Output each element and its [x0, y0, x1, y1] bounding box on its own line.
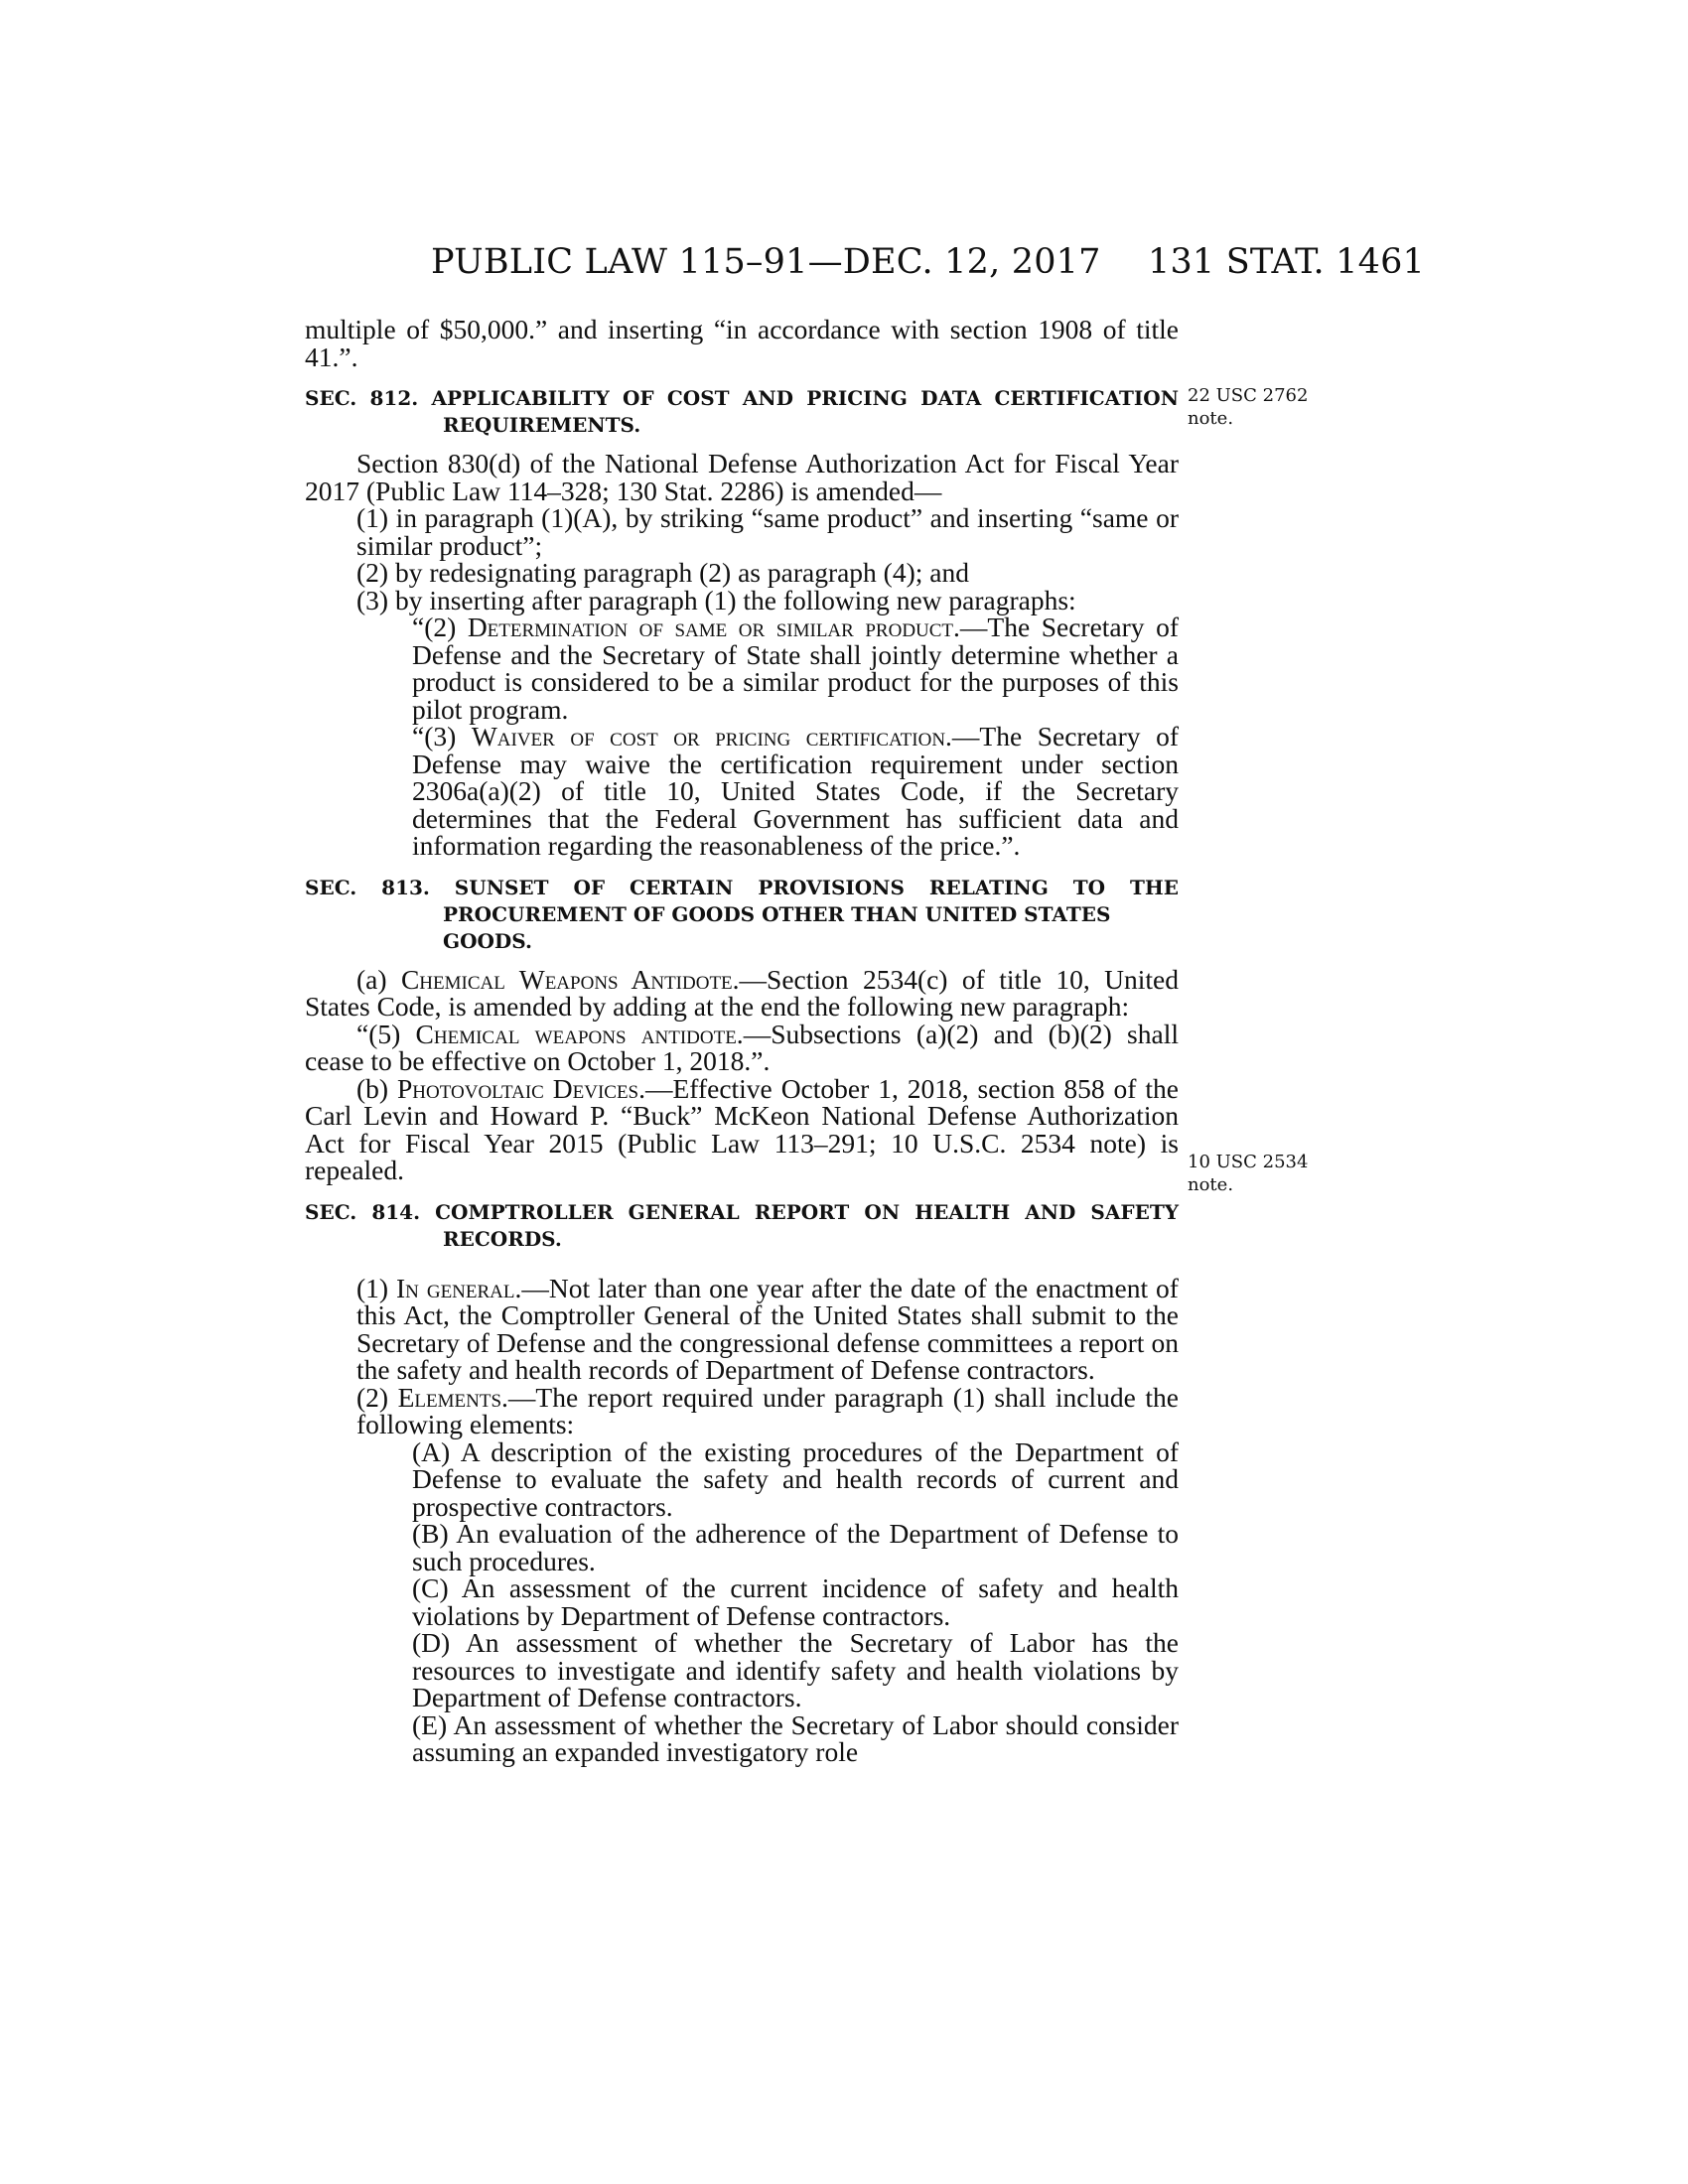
sec-813-subsection-a: [305, 963, 1180, 1022]
sec-812-intro: Section 830(d) of the National Defense Authorization Act for Fiscal Year 2017 (Public Law 114–328; 130 Stat. 2286) is amended—: [305, 448, 1179, 506]
margin-note-suffix: note.: [1188, 1174, 1234, 1195]
law-text-column: [305, 316, 1179, 1766]
para-text: —The report required under paragraph (1) shall include the following elements:: [356, 1381, 1179, 1439]
sec-812-item-1: (1) in paragraph (1)(A), by striking “same product” and inserting “same or similar product”;: [356, 502, 1179, 561]
margin-note-10usc2534: [1188, 1151, 1346, 1196]
sec-812-item-3: (3) by inserting after paragraph (1) the following new paragraphs:: [356, 584, 1076, 615]
para-heading: Chemical Weapons Antidote.: [400, 963, 740, 995]
sec-813-heading-line2: PROCUREMENT OF GOODS OTHER THAN UNITED STATES: [443, 901, 1111, 926]
sec-813-heading-line3: GOODS.: [443, 928, 532, 953]
para-text: —Subsections (a)(2) and (b)(2) shall cease to be effective on October 1, 2018.”.: [305, 1018, 1179, 1076]
para-number: (1): [356, 1272, 397, 1303]
sec-813-new-para-5: [305, 1018, 1179, 1076]
running-header-title: PUBLIC LAW 115–91—DEC. 12, 2017: [431, 242, 1101, 282]
para-number: (a): [356, 963, 401, 995]
para-heading: Elements.: [397, 1381, 508, 1413]
continuation-paragraph: multiple of $50,000.” and inserting “in accordance with section 1908 of title 41.”.: [305, 314, 1179, 372]
sec-814-para-2: [305, 1381, 1179, 1439]
sec-814-heading: [305, 1199, 1179, 1253]
sec-814-element-E: (E) An assessment of whether the Secretary of Labor should consider assuming an expanded investigatory role: [412, 1708, 1179, 1767]
sec-812-heading-line2: REQUIREMENTS.: [443, 413, 641, 437]
sec-813-heading-line1: SEC. 813. SUNSET OF CERTAIN PROVISIONS RELATING TO THE: [305, 875, 1179, 899]
margin-note-citation: 10 USC 2534: [1188, 1152, 1309, 1172]
sec-813-heading: [305, 875, 1179, 955]
sec-812-heading: [305, 385, 1179, 439]
para-heading: Waiver of cost or pricing certification.: [471, 721, 952, 751]
sec-814-heading-line2: RECORDS.: [443, 1226, 562, 1251]
margin-note-citation: 22 USC 2762: [1188, 385, 1309, 406]
sec-813-subsection-b: [305, 1072, 1179, 1185]
para-number: (2): [356, 1381, 398, 1413]
para-heading: Determination of same or similar product.: [467, 612, 960, 642]
para-number: “(5): [356, 1018, 416, 1049]
sec-814-element-C: (C) An assessment of the current incidence of safety and health violations by Department of Defense contractors.: [412, 1572, 1179, 1631]
sec-814-heading-line1: SEC. 814. COMPTROLLER GENERAL REPORT ON HEALTH AND SAFETY: [305, 1199, 1179, 1224]
margin-note-22usc2762: [1188, 384, 1346, 430]
para-text: —Not later than one year after the date of the enactment of this Act, the Comptroller General of the United States shall submit to the Secretary of Defense and the congressional defense committees a report on the safety and health records of Department of Defense contractors.: [356, 1272, 1179, 1385]
sec-814-element-D: (D) An assessment of whether the Secretary of Labor has the resources to investigate and identify safety and health violations by Department of Defense contractors.: [412, 1627, 1179, 1712]
sec-814-para-1: [305, 1272, 1179, 1385]
sec-812-item-2: (2) by redesignating paragraph (2) as paragraph (4); and: [356, 557, 969, 588]
sec-812-heading-line1: SEC. 812. APPLICABILITY OF COST AND PRICING DATA CERTIFICATION: [305, 386, 1179, 410]
sec-814-element-B: (B) An evaluation of the adherence of the Department of Defense to such procedures.: [412, 1518, 1179, 1576]
sec-812-new-para-2: [305, 614, 1179, 723]
para-text: —The Secretary of Defense may waive the certification requirement under section 2306a(a)(2) of title 10, United States Code, if the Secretary determines that the Federal Government has sufficient data and information regarding the reasonableness of the price.”.: [412, 721, 1179, 861]
para-heading: Chemical weapons antidote.: [415, 1018, 744, 1049]
para-number: “(3): [412, 721, 472, 751]
para-number: “(2): [412, 612, 468, 642]
margin-note-suffix: note.: [1188, 408, 1234, 429]
para-heading: In general.: [396, 1272, 522, 1303]
para-heading: Photovoltaic Devices.: [397, 1072, 645, 1104]
sec-814-element-A: (A) A description of the existing procedures of the Department of Defense to evaluate the safety and health records of current and prospective contractors.: [412, 1435, 1179, 1522]
para-text: —Section 2534(c) of title 10, United States Code, is amended by adding at the end the following new paragraph:: [305, 963, 1180, 1022]
page-stat-number: 131 STAT. 1461: [1148, 242, 1426, 282]
para-number: (b): [356, 1072, 397, 1104]
para-text: —Effective October 1, 2018, section 858 of the Carl Levin and Howard P. “Buck” McKeon National Defense Authorization Act for Fiscal Year 2015 (Public Law 113–291; 10 U.S.C. 2534 note) is repealed.: [305, 1072, 1179, 1185]
para-text: —The Secretary of Defense and the Secretary of State shall jointly determine whether a product is considered to be a similar product for the purposes of this pilot program.: [412, 612, 1179, 725]
sec-812-new-para-3: [305, 723, 1179, 860]
